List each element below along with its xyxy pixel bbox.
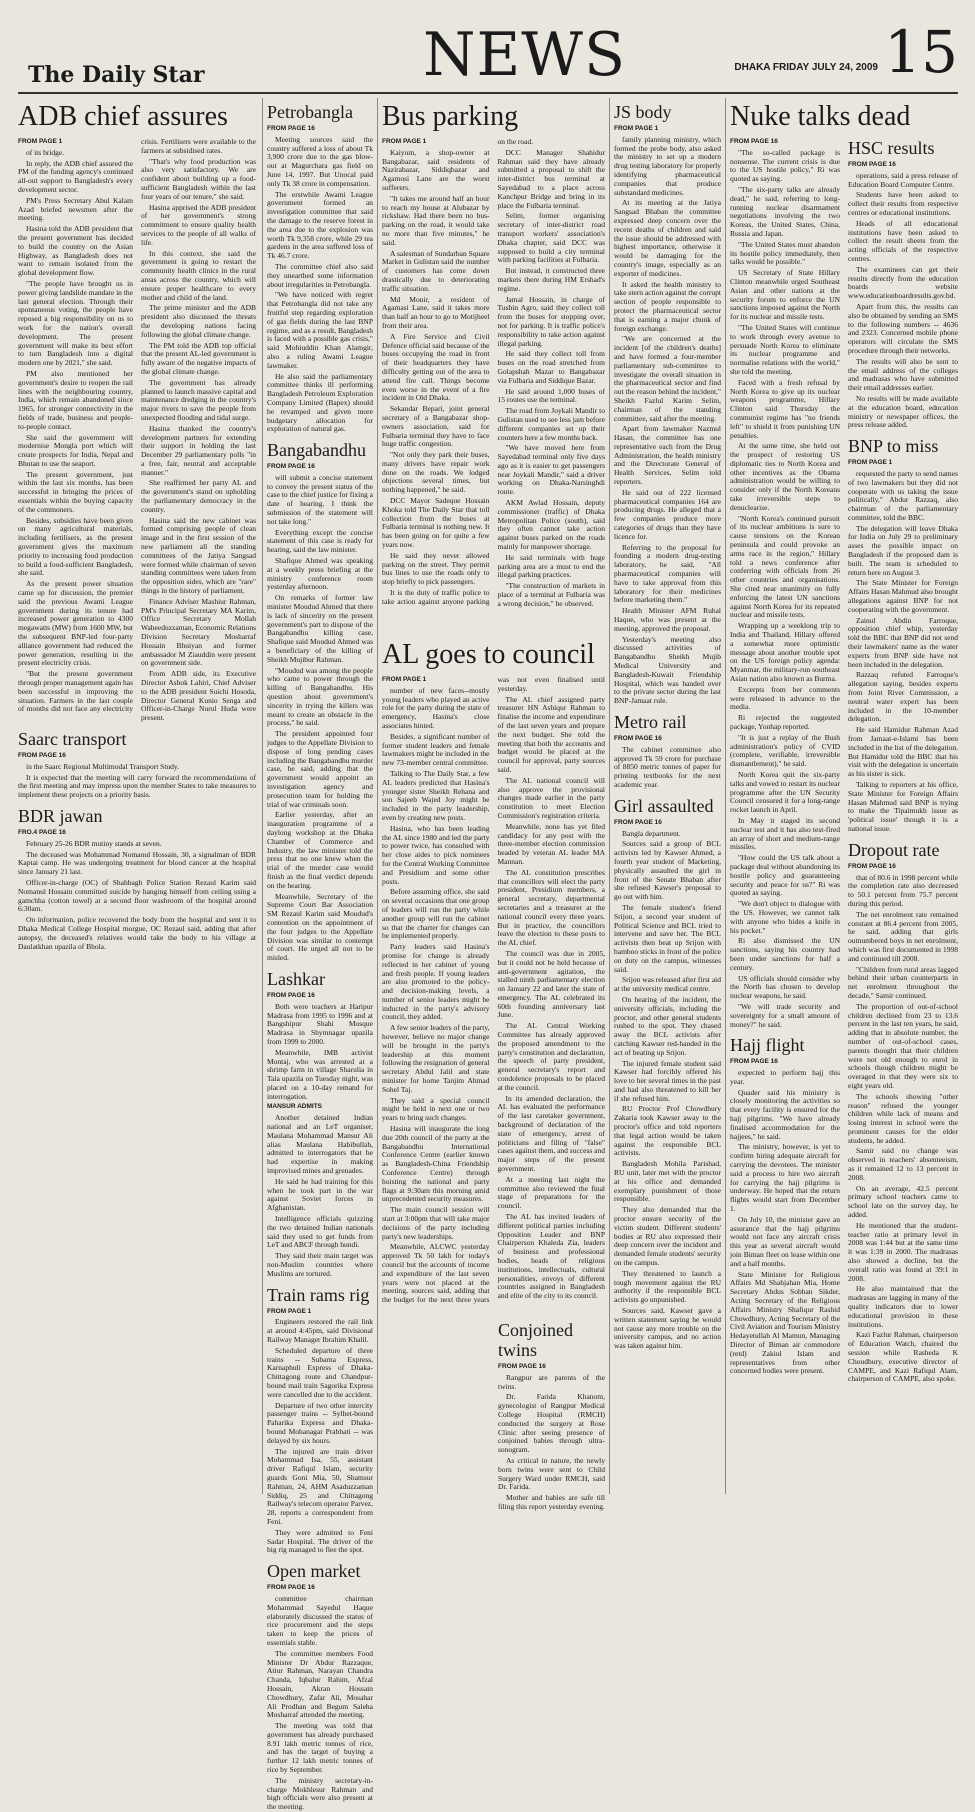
story-paragraph: will submit a concise statement to convey the present status of the case to the chief justice for fixing a date of hearing. I think the submission of the statement will not take long."	[267, 472, 373, 526]
story-paragraph: The State Minister for Foreign Affairs Hasan Mahmud also brought allegations against BNP for not cooperating with the government.	[848, 578, 958, 614]
column-bus-parking	[382, 102, 605, 630]
story-paragraph: Ri also dismissed the UN sanctions, saying his country had been under sanctions for half a century.	[730, 936, 840, 972]
headline-bdr: BDR jawan	[18, 805, 103, 826]
story-paragraph: Faced with a fresh refusal by North Korea to give up its nuclear weapons programme, Hillary Clinton said Thursday the communist regime has "no friends left" to shield it from punishing UN penalties.	[730, 377, 840, 440]
story-paragraph: North Korea quit the six-party talks and vowed to restart its nuclear programme after the UN Security Council censured it for a long-range rocket launch in April.	[730, 769, 840, 815]
story-paragraph: On information, police recovered the body from the hospital and sent it to Dhaka Medical College Hospital morgue, OC Rezaul said, adding that after autopsy, the deceased's relatives would take the body to his village at Daulatkhan upazila of Bhola.	[18, 915, 256, 951]
story-paragraph: Jamal Hossain, in charge of Tushin Agro, said they collect toll from the buses for stopping over, not for parking. It is traffic police's responsibility to take action against illegal parking.	[497, 294, 605, 348]
headline-train: Train rams rig	[267, 1284, 370, 1305]
story-paragraph: The ministry secretary-in-charge Mokhlesur Rahman and high officials were also present at the meeting.	[267, 1775, 373, 1812]
headline-hsc: HSC results	[848, 138, 935, 158]
story-paragraph: The present government, just within the last six months, has been successful in bringing the prices of essentials within the buying capacity of the commoners.	[18, 469, 133, 514]
story-paragraph: No results will be made available at the education board, education ministry or newspaper offices, the press release added.	[848, 393, 958, 430]
column-divider	[377, 98, 378, 1494]
story-paragraph: Meanwhile, Secretary of the Supreme Court Bar Association SM Rezaul Karim said Moudud's contention on the appointment of the four judges to the Appellate Division was similar to contempt of court. He urged all not to be misled.	[267, 891, 373, 963]
story-paragraph: Mother and babies are safe till filing this report yesterday evening.	[498, 1493, 605, 1511]
story-paragraph: The road from Joykali Mandir to Gulistan used to see less jam before different companies set up their counters here a few months back.	[497, 406, 605, 442]
story-paragraph: The ministry, however, is yet to confirm hiring adequate aircraft for carrying the devotees. The minister said a process to hire two aircraft for carrying the hajj pilgrims is underway. He hoped that the return flights would start from December 1.	[730, 1142, 840, 1214]
story-paragraph: Engineers restored the rail link at around 4:45pm, said Divisional Railway Manager Ibrahim Khalil.	[267, 1317, 373, 1345]
headline-lashkar: Lashkar	[267, 968, 325, 989]
story-paragraph: Besides, a significant number of former student leaders and female lawmakers might be included in the new 73-member central committee.	[382, 731, 490, 768]
kicker: FROM PAGE 1	[382, 138, 427, 145]
story-paragraph: On remarks of former law minister Moudud Ahmed that there is lack of sincerity on the present government's part to dispose of the Bangabandhu killing case, Shafique said Moudud Ahmed was a beneficiary of the killing of Sheikh Mujibur Rahman.	[267, 593, 373, 664]
kicker: FROM PAGE 16	[730, 1058, 778, 1066]
kicker: FROM PAGE 1	[18, 138, 63, 145]
story-paragraph: Zainul Abdin Farroque, opposition chief whip, yesterday told the BBC that BNP did not send their lawmakers' name as the water experts from BNP side have not been included in the delegation.	[848, 615, 958, 669]
story-paragraph: "We have noticed with regret that Petrobangla did not take any fruitful step regarding exploration of gas fields during the last BNP regime, and as a result, Bangladesh is faced with a possible gas crisis," said Mohiuddin Khan Alamgir, also a ruling Awami League lawmaker.	[267, 290, 374, 370]
story-paragraph: DCC Mayor Sadeque Hossain Khoka told The Daily Star that toll collection from the buses at Fulbaria terminal is nothing new. It has been going on for quite a few years now.	[382, 496, 490, 550]
story-paragraph: Selim, former organising secretary of inter-district road transport workers' association's Dhaka chapter, said DCC was supposed to build a city terminal with parking facilities at Fulbaria.	[497, 211, 605, 265]
story-al-body	[382, 676, 605, 1305]
story-paragraph: "Not only they park their buses, many drivers have repair work done on the roads. We lodged objections several times, but nothing happened," he said.	[382, 450, 490, 495]
kicker: FROM PAGE 16	[848, 862, 896, 870]
story-paragraph: Finance Adviser Mashiur Rahman, PM's Principal Secretary MA Karim, Office Secretary Mollah Waheeduzzaman, Economic Relations Division Secretary Mosharraf Hossain Bhuiyan and former ambassador M Ziauddin were present on government side.	[141, 596, 256, 668]
story-paragraph: Quader said his ministry is closely monitoring the activities so that every facility is ensured for the hajj pilgrims. "We have already finalised accommodation for the hajjees," he said.	[730, 1087, 840, 1141]
page-number: 15	[884, 18, 958, 86]
column-divider	[609, 98, 610, 1494]
story-paragraph: He said terminals with huge parking area are a must to end the illegal parking practices.	[497, 552, 605, 580]
story-paragraph: The AL has invited leaders of different political parties including Opposition Leader and BNP Chairperson Khaleda Zia, leaders of business and professional bodies, heads of religious institutions, intellectuals, cultural personalities, envoys of different countries assigned in Bangladesh and elite of the city to its council.	[497, 1212, 605, 1301]
story-paragraph: It is the duty of traffic police to take action against anyone parking on the road.	[382, 137, 534, 606]
story-paragraph: The results will also be sent to the email address of the colleges and madrasas who have submitted their email addresses earlier.	[848, 356, 958, 393]
story-paragraph: Meeting sources said the country suffered a loss of about Tk 3,900 crore due to the gas blow-out at Magurchara gas field on June 14, 1997. But Unocal paid only Tk 38 crore in compensation.	[267, 134, 373, 188]
story-paragraph: operations, said a press release of Education Board Computer Centre.	[848, 170, 958, 189]
headline-adb: ADB chief assures	[18, 101, 228, 132]
story-paragraph: Sekandar Bepari, joint general secretary of a Bangabazar shop-owners association, said for Fulbaria terminal they have to face huge traffic congestion.	[382, 404, 490, 449]
kicker: FROM PAGE 16	[267, 1584, 315, 1592]
story-paragraph: But instead, it constructed three markets there during HM Ershad's regime.	[497, 266, 605, 293]
story-paragraph: The president appointed four judges to the Appellate Division to dispose of long pending cases including the Bangabandhu murder case, he said, adding that the government would appoint an investigation agency and prosecution team for holding the trial of war criminals soon.	[267, 729, 374, 809]
story-nuke-body	[730, 138, 958, 1384]
story-paragraph: Besides, subsidies have been given on many agricultural materials, including fertilisers, as the present government gives the maximum priority to increasing food production to build a food-sufficient Bangladesh, she said.	[18, 515, 133, 578]
headline-girl-assaulted: Girl assaulted	[614, 795, 714, 816]
headline-saarc: Saarc transport	[18, 729, 127, 749]
story-paragraph: In reply, the ADB chief assured the PM of the funding agency's continued all-out support to Bangladesh's every development sector.	[18, 158, 133, 194]
story-adb-body	[18, 138, 256, 723]
story-paragraph: He said they never allowed parking on the street. They permit bus lines to use the roads only to stop briefly to pick passengers.	[382, 550, 490, 587]
story-paragraph: The proportion of out-of-school children declined from 23 to 13.6 percent in the last ten years, he said, adding that in absolute number, the number of out-of-school cases, parents thought that their children were not old enough to enrol in schools though children might be overaged in that they were six to eight years old.	[848, 1001, 958, 1090]
story-paragraph: State Minister for Religious Affairs Md Shahjahan Mia, Home Secretary Abdus Sobhan Sikder, Acting Secretary of the Religious Affairs Ministry Shafiqur Rashid Chowdhury, Acting Secretary of the Civil Aviation and Tourism Ministry Hedayetullah Al Mamun, Managing Director of Biman air commodore (retd) Zakiul Islam and representatives from other concerned bodies were present.	[730, 1269, 840, 1376]
story-paragraph: Samir said no change was observed in teachers' absenteeism, as it remained 12 to 13 percent in 2008.	[848, 1146, 958, 1182]
story-paragraph: The committee members Food Minister Dr Abdur Razzaque, Atiur Rahman, Narayan Chandra Chanda, Iqbalur Rahim, Afzal Hossain, Akran Hossain Chowdhury, Zafar Ali, Mosahar Ali Prodhan and Begum Saleha Mosharraf attended the meeting.	[267, 1648, 373, 1720]
story-paragraph: He said out of 222 licensed pharmaceutical companies 164 are producing drugs. He alleged that a few companies produce more categories of drugs than they have licence for.	[614, 487, 721, 541]
story-paragraph: US officials should consider why the North has chosen to develop nuclear weapons, he said.	[730, 973, 840, 1001]
story-paragraph: "Moudud was among the people who came to power through the killing of Bangabandhu. His question about government's sincerity in trying the killers was meant to create an obstacle in the process," he said.	[267, 665, 373, 728]
story-paragraph: committee chairman Mohammad Sayedul Haque elaborately discussed the status of rice procurement and the steps taken to keep the prices of essentials stable.	[267, 1593, 373, 1647]
kicker: FROM PAGE 16	[848, 161, 896, 168]
story-paragraph: On hearing of the incident, the university officials, including the proctor, and other general students rushed to the spot. They chased away the BCL activists after catching Kawser red-handed in the act of beating up Srijon.	[614, 994, 721, 1057]
story-paragraph: She reaffirmed her party AL and the government's stand on upholding the parliamentary democracy in the country.	[141, 478, 256, 514]
story-paragraph: DCC Manager Shahidur Rahman said they have already submitted a proposal to shift the inter-district bus terminal at Sayedabad to a place across Kanchpur Bridge and bring in its place the Fulbaria terminal.	[497, 147, 605, 210]
story-paragraph: Razzaq refuted Farroque's allegation saying, besides experts from Joint River Commission, a neutral water expert has been included in the 10-member delegation.	[848, 670, 958, 724]
story-paragraph: They said their main target was non-Muslim countries where Muslims are tortured.	[267, 1251, 373, 1278]
story-paragraph: Excerpts from her comments were released in advance to the media.	[730, 684, 840, 712]
story-paragraph: They were admitted to Feni Sadar Hospital. The driver of the big rig managed to flee the spot.	[267, 1527, 373, 1555]
story-paragraph: Departure of two other intercity passenger trains -- Sylhet-bound Paharika Express and Dhaka-bound Mohanagar Prabhati -- was delayed by six hours.	[267, 1400, 373, 1445]
story-paragraph: Earlier yesterday, after an inauguration programme of a daylong workshop at the Dhaka Chamber of Commerce and Industry, the law minister told the press that no one knew when the trial of the murder case would finish as the final verdict depends on the hearing.	[267, 810, 373, 890]
headline-js-body: JS body	[614, 102, 672, 122]
column-js-body	[614, 102, 721, 1492]
headline-petrobangla: Petrobangla	[267, 102, 353, 122]
story-paragraph: In this context, she said the government is going to restart the community health clinics in the rural areas across the country, which will ensure proper healthcare to every mother and child of the land.	[141, 248, 256, 302]
story-paragraph: They threatened to launch a tough movement against the RU authority if the responsible BCL activists go unpunished.	[614, 1268, 721, 1305]
story-paragraph: "The construction of markets in place of a terminal at Fulbaria was a wrong decision," he observed.	[497, 581, 605, 608]
story-paragraph: Hasina thanked the country's development partners for extending their support in holding the last December 29 parliamentary polls "in a free, fair, neutral and acceptable manner."	[141, 423, 256, 477]
story-paragraph: number of new faces--mostly young leaders who played an active role for the party during the state of emergency, Hasina's close associates hinted.	[382, 685, 490, 730]
story-paragraph: Party leaders said Hasina's promise for change is already reflected in her cabinet of young and fresh people. If young leaders are also promoted to the policy- and decision-making levels, a number of senior leaders might be inducted in the party's advisory council, they added.	[382, 942, 490, 1022]
headline-conjoined: Conjoined twins	[498, 1320, 573, 1360]
story-paragraph: Hasina said the new cabinet was formed comprising people of clean image and in the first session of the new parliament all the standing committees of the Jatiya Sangsad were formed while chairman of seven standing committees were taken from the opposition sides, which are "rare" things in the history of parliament.	[141, 515, 256, 596]
story-paragraph: "We don't object to dialogue with the US. However, we cannot talk with anyone who hides a knife in his pocket."	[730, 899, 840, 935]
story-paragraph: The PM told the ADB top official that the present AL-led government is fully aware of the negative impacts of the global climate change.	[141, 340, 256, 376]
story-paragraph: At the same time, she held out the prospect of restoring US diplomatic ties to North Korea and other incentives as the Obama administration would be willing to consider only if the North Koreans take irreversible steps to denuclearise.	[730, 441, 840, 512]
story-paragraph: Officer-in-charge (OC) of Shahbagh Police Station Rezaul Karim said Nomanul Hossain committed suicide by hanging himself from ceiling using a gamchha (cotton towel) at a second floor washroom of the hospital around 6:30am.	[18, 877, 256, 914]
story-paragraph: "The six-party talks are already dead," he said, referring to long-running nuclear disarmament negotiations involving the two Koreas, the United States, China, Russia and Japan.	[730, 184, 840, 238]
story-paragraph: Referring to the proposal for founding a modern drug-testing laboratory, he said, "All pharmaceutical companies will have to take approval from this laboratory for their medicines before marketing them."	[614, 542, 721, 605]
story-paragraph: Kaiyum, a shop-owner at Bangabazar, said residents of Nazirabazar, Siddiqbazar and Agamosi Lane are the worst sufferers.	[382, 147, 490, 192]
kicker: FROM PAGE 16	[267, 125, 315, 132]
story-paragraph: He said around 1,000 buses of 15 routes use the terminal.	[497, 386, 605, 405]
column-three	[267, 102, 374, 1812]
story-paragraph: Bangla department.	[622, 828, 681, 838]
story-paragraph: The AL chief assigned party treasurer HN Ashiqur Rahman to finalise the income and expenditure of the last seven years and prepare the next budget. She told the meeting that both the accounts and budget would be placed at the council for approval, party sources said.	[497, 694, 605, 774]
story-paragraph: The cabinet committee also approved Tk 59 crore for purchase of 8850 metric tonnes of paper for printing textbooks for the next academic year.	[614, 744, 721, 789]
story-paragraph: "The United States must abandon its hostile policy immediately, then talks would be possible."	[730, 239, 840, 267]
story-paragraph: Wrapping up a weeklong trip to India and Thailand, Hillary offered a somewhat more optimistic message about another trouble spot on the US foreign policy agenda: Myanmar, the military-run southeast Asian nation also known as Burma.	[730, 621, 840, 684]
story-paragraph: Kazi Fazlur Rahman, chairperson of Education Watch, chaired the session while Rasheda K Choudhury, executive director of CAMPE, and Kazi Rafiqul Alam, chairperson of CAMPE, also spoke.	[848, 1330, 958, 1384]
headline-metro-rail: Metro rail	[614, 712, 687, 732]
column-conjoined	[498, 1320, 605, 1511]
dateline: DHAKA FRIDAY JULY 24, 2009	[734, 62, 878, 73]
kicker: FROM PAGE 16	[267, 991, 315, 999]
story-paragraph: Md Monir, a resident of Agamasi Lane, said it takes more than half an hour to go to Motijheel from their area.	[382, 294, 490, 330]
story-paragraph: PM also mentioned her government's desire to reopen the rail lines with the neighbouring country, India, which remain abandoned since 1965, for stronger connectivity in the fields of trade, business and people-to-people contact.	[18, 368, 133, 431]
story-paragraph: "It takes me around half an hour to reach my house at Alubazar by rickshaw. Had there been no bus-parking on the road, it would take no more than five minutes," he said.	[382, 193, 490, 247]
story-paragraph: At its meeting at the Jatiya Sangsad Bhaban the committee expressed deep concern over the recent deaths of children and said the issue should be addressed with highest importance, otherwise it would be damaging for the country's image, especially as an exporter of medicines.	[614, 198, 721, 278]
story-paragraph: US Secretary of State Hillary Clinton meanwhile urged Southeast Asian and other nations at the security forum to enforce the UN sanctions imposed against the North for its nuclear and missile tests.	[730, 268, 840, 322]
kicker: FROM PAGE 16	[614, 735, 662, 742]
story-paragraph: Heads of all educational institutions have been asked to collect the result sheets from the acting officials of the respective centres.	[848, 218, 958, 263]
story-paragraph: AKM Awlad Hossain, deputy commissioner (traffic) of Dhaka Metropolitan Police (south), said they often cannot take action against buses parked on the roads mainly for manpower shortage.	[497, 498, 605, 552]
story-paragraph: Apart from this, the results can also be obtained by sending an SMS to the following numbers -- 4636 and 2323. Concerned mobile phone operators will circulate the SMS procedure through their networks.	[848, 301, 958, 355]
headline-nuke: Nuke talks dead	[730, 101, 911, 132]
story-paragraph: The erstwhile Awami League government formed an investigation committee that said the damage to the reserve forest in the area due to the explosion was worth Tk 9,358 crore, while 29 tea gardens in the area suffered loss of Tk 46.7 crore.	[267, 189, 373, 261]
story-paragraph: "The people have brought us in power giving landslide mandate in the last general election. Through their spontaneous voting, the people have reposed a big responsibility on us to work for the nation's overall development. The present government will make its best effort to turn Bangladesh into a digital modern one by 2021," she said.	[18, 278, 133, 368]
story-paragraph: The AL national council will also approve the provisional changes made earlier in the party constitution to meet Election Commission's registration criteria.	[497, 775, 605, 820]
story-paragraph: The AL Central Working Committee has already approved the proposed amendment to the party's constitution and declaration, the speech of party president, general secretary's report and condolence proposals to be placed at the council.	[497, 1021, 605, 1092]
story-paragraph: At a meeting last night the committee also reviewed the final stage of preparations for the council.	[497, 1174, 605, 1211]
story-paragraph: Yesterday's meeting also discussed activities of Bangabandhu Sheikh Mujib Medical University and Bangladesh-Kuwait Friendship Hospital, which was handed over to the private sector during the last BNP-Jamaat rule.	[614, 634, 721, 706]
story-paragraph: "But the present government through proper management again has been successful in improving the situation. Farmers in the last couple of months did not face any electricity crisis. Fertilisers were available to the farmers at subsidised rates.	[18, 137, 256, 714]
headline-dropout: Dropout rate	[848, 839, 940, 860]
story-paragraph: The schools showing "other reason" refused the younger children while lack of means and losing interest in school were the prominent causes for the elder students, he added.	[848, 1091, 958, 1145]
masthead	[18, 18, 958, 110]
story-paragraph: that of 80.6 in 1998 percent while the completion rate also decreased to 50.1 percent from 75.7 percent during this period.	[848, 872, 958, 908]
brand-logo: The Daily Star	[28, 62, 205, 88]
story-paragraph: requested the party to send names of two lawmakers but they did not cooperate with us taking the issue politically," Abdur Razzaq, also chairman of the parliamentary committee, told the BBC.	[848, 468, 958, 522]
story-paragraph: On July 10, the minister gave an assurance that the hajj pilgrims would not face any aircraft crisis this year as several aircraft would join Biman fleet on lease within one and a half months.	[730, 1214, 840, 1268]
story-paragraph: In its amended declaration, the AL has evaluated the performance of the last caretaker government, background of declaration of the state of emergency, arrest of politicians and filing of "false" cases against them, and success and major steps of the present government.	[497, 1093, 605, 1174]
story-paragraph: "We have moved here from Sayedabad terminal only five days ago as it is easier to get passengers near Joykali Mandir," said a driver working on Dhaka-Narsinghdi route.	[497, 443, 605, 497]
story-paragraph: Ri rejected the suggested package, Yonhap reported.	[730, 713, 840, 731]
story-paragraph: The meeting was told that government has already purchased 8.91 lakh metric tonnes of rice, and has the target of buying a further 12 lakh metric tonnes of rice by September.	[267, 1721, 373, 1775]
section-title: NEWS	[423, 20, 627, 90]
column-divider	[725, 98, 726, 1494]
story-paragraph: in the Saarc Regional Multimodal Transport Study.	[26, 761, 180, 771]
story-paragraph: The council was due in 2005, but it could not be held because of anti-government agitation, the stalled ninth parliamentary election on January 22 and later the state of emergency. The AL celebrated its 60th founding anniversary last June.	[497, 948, 605, 1020]
story-paragraph: Hasina told the ADB president that the present government has decided to build the country on the Asian Highway, as Bangladesh does not want to remain isolated from the global development flow.	[18, 224, 133, 278]
story-paragraph: Hasina apprised the ADB president of her government's strong commitment to ensure quality health services to the people of all walks of life.	[141, 202, 256, 247]
story-paragraph: Rangpur are parents of the twins.	[498, 1372, 605, 1391]
headline-bnp: BNP to miss	[848, 436, 939, 457]
story-paragraph: "The United States will continue to work through every avenue to persuade North Korea to eliminate its nuclear programme and normalise relations with the world," she told the meeting.	[730, 322, 840, 376]
kicker: FROM PAGE 16	[614, 818, 662, 826]
story-paragraph: The main council session will start at 3:00pm that will take major decisions of the party including party's new leaderships.	[382, 1205, 490, 1241]
masthead-rule	[18, 92, 958, 94]
story-paragraph: She said the government will modernise Mongla port which will create prospects for India, Nepal and Bhutan to use the seaport.	[18, 432, 133, 468]
story-paragraph: The committee chief also said they unearthed some information about irregularities in Petrobangla.	[267, 261, 373, 289]
story-paragraph: The examinees can get their results directly from the education boards website www.educationboardresults.gov.bd.	[848, 264, 958, 301]
story-paragraph: He said they collect toll from buses on the road stretched from Golapshah Mazar to Bangabazar via Fulbaria and Siddique Bazar.	[497, 349, 605, 385]
story-paragraph: From ADB side, its Executive Director Ashok Lahiri, Chief Adviser to the ADB president Suichi Hosoda, Director General Kunio Senga and Officer-in-Charge Nurul Huda were present.	[141, 669, 256, 723]
story-paragraph: Health Minister AFM Ruhal Haque, who was present at the meeting, approved the proposal.	[614, 606, 721, 633]
story-paragraph: Hasina will inaugurate the long due 20th council of the party at the Bangabandhu International Conference Centre (earlier known as Bangladesh-China Friendship Conference Centre) through hoisting the national and party flags at 9:30am this morning amid unprecedented security measures.	[382, 1124, 490, 1204]
story-paragraph: Srijon was released after first aid at the university medical centre.	[614, 975, 721, 994]
story-paragraph: The prime minister and the ADB president also discussed the threats the developing nations facing following the global climate change.	[141, 303, 256, 339]
headline-bangabandhu: Bangabandhu	[267, 440, 366, 461]
story-paragraph: In May it staged its second nuclear test and it has also test-fired an array of short and medium-range missiles.	[730, 815, 840, 852]
story-paragraph: Talking to The Daily Star, a few AL leaders predicted that Hasina's younger sister Sheikh Rehana and son Sajeeb Wajed Joy might be included in the party leadership, even by creating new posts.	[382, 768, 490, 822]
story-paragraph: of its bridge.	[26, 147, 65, 157]
story-paragraph: The injured are train driver Mohammad Isa, 55, assistant driver Rafiqul Islam, security guards Goni Mia, 50, Shamsur Rahman, 24, AHM Asaduzzaman Siddiq, 25 and Chittagong Railway's telecom operator Parvez, 28, reports a correspondent from Feni.	[267, 1446, 373, 1526]
story-paragraph: RU Proctor Prof Chowdhury Zakaria took Kawser away to the proctor's office and told reporters that legal action would be taken against the responsible BCL activists.	[614, 1104, 721, 1158]
headline-hajj: Hajj flight	[730, 1035, 805, 1056]
column-nuke	[730, 102, 958, 1492]
story-paragraph: "How could the US talk about a package deal without abandoning its hostile policy and guaranteeing security and peace for us?" Ri was quoted as saying.	[730, 853, 840, 898]
story-paragraph: As the present power situation came up for discussion, the premier said the previous Awami League government during its tenure had increased power generation to 4300 megawatts (MW) from 1600 MW, but the subsequent BNP-led four-party alliance government had reduced the power generation, resulting in the present electricity crisis.	[18, 579, 133, 668]
story-paragraph: He also said the parliamentary committee thinks ill performing Bangladesh Petroleum Exploration Company Limited (Bapex) should be revamped and given more budgetary allocation for exploration of natural gas.	[267, 371, 373, 434]
story-paragraph: Scheduled departure of three trains -- Subarna Express, Karnaphuli Express of Dhaka-Chittagong route and Chandpur-bound mail train Sagorika Express were cancelled due to the accident.	[267, 1345, 373, 1399]
story-paragraph: Intelligence officials quizzing the two detained Indian nationals said they used to get funds from LeT and ABCF through hundi.	[267, 1214, 373, 1250]
story-paragraph: "It is just a replay of the Bush administration's policy of CVID (complete, verifiable, irreversible dismantlement)," he said.	[730, 732, 840, 769]
story-paragraph: Sources said, Kawser gave a written statement saying he would not cause any more trouble on the university campus, and no action was taken against him.	[614, 1306, 721, 1351]
story-paragraph: Meanwhile, IMB activist Montaj, who was arrested at a shrimp farm in village Sharulia in Tala upazila on Tuesday night, was placed on a 10-day remand for interrogation.	[267, 1047, 373, 1101]
story-paragraph: A few senior leaders of the party, however, believe no major change will be brought in the party's leadership at this moment following the resignation of general secretary Abdul Jalil and state minister for home Tanjim Ahmad Sohel Taj.	[382, 1023, 490, 1094]
story-paragraph: The government has already planned to launch massive capital and maintenance dredging in the country's major rivers to save the people from unexpected flooding and tidal surge.	[141, 377, 256, 422]
story-paragraph: Meanwhile, none has yet filed candidacy for any post with the three-member election commission headed by veteran AL leader MA Mannan.	[497, 821, 605, 866]
column-adb	[18, 102, 256, 1492]
story-paragraph: He mentioned that the student-teacher ratio at primary level in 2008 was 1:44 but at the same time it was 1:39 in 2000. The madrasas also showed a decline, but the overall ratio was found at 39:1 in 2008.	[848, 1220, 958, 1283]
story-bus-body	[382, 138, 605, 609]
story-paragraph: He said he had training for this when he took part in the war against Soviet forces in Afghanistan.	[267, 1176, 373, 1213]
story-paragraph: Apart from lawmaker Nazmul Hasan, the committee has one representative each from the Drug Administration, the health ministry and the Directorate General of Health Services, Selim told reporters.	[614, 424, 721, 487]
story-paragraph: A Fire Service and Civil Defence official said because of the buses occupying the road in front of their headquarters they have difficulty getting out of the area to attend fire call. Things become even worse in the event of a fire incident in Old Dhaka.	[382, 331, 490, 403]
story-paragraph: It is expected that the meeting will carry forward the recommendations of the first meeting and may impress upon the member States to take measures to implement these projects on a priority basis.	[18, 772, 256, 800]
subhead: MANSUR ADMITS	[267, 1103, 323, 1111]
story-paragraph: He said Hamidur Rahman Azad from Jamaat-e-Islami has been included in the list of the delegation. But Hamidur told the BBC that his visit with the delegation is uncertain as his sister is sick.	[848, 725, 958, 779]
kicker: FROM PAGE 16	[18, 752, 66, 759]
story-paragraph: He also maintained that the madrasas are lagging in many of the quality indicators due to lower educational provision in these institutions.	[848, 1284, 958, 1329]
story-paragraph: The delegation will leave Dhaka for India on July 29 to preliminary asses the possible impact on Bangladesh if the proposed dam is built. The team is scheduled to return here on August 3.	[848, 523, 958, 577]
kicker: FROM PAGE 16	[498, 1363, 546, 1370]
story-paragraph: It asked the health ministry to take stern action against the corrupt section of people responsible to protect the pharmaceutical sector that is earning a major chunk of foreign exchange.	[614, 279, 721, 333]
story-paragraph: February 25-26 BDR mutiny stands at seven.	[26, 838, 162, 848]
story-paragraph: Dr. Farida Khanom, gynecologist of Rangpur Medical College Hospital (RMCH) conducted the surgery at Rose Clinic after seeing presence of conjoined babies through ultra-sonogram.	[498, 1392, 605, 1455]
story-paragraph: The AL constitution prescribes that councillors will elect the party president, Presidium members, a general secretary, departmental secretaries and a treasurer at the national council every three years. But in practice, the councillors leave the election to these posts to the AL chief.	[497, 867, 605, 948]
kicker: FROM PAGE 1	[614, 125, 659, 132]
story-paragraph: The female student's friend Srijon, a second year student of Political Science and BCL tried to intervene and save her. The BCL activists then beat up Srijon with bamboo sticks in front of the police on duty on the campus, witnesses said.	[614, 902, 721, 974]
story-paragraph: Sources said a group of BCL activists led by Kawser Ahmed, a fourth year student of Marketing, physically assaulted the girl in front of the Senate Bhaban after she refused Kawser's proposal to go out with him.	[614, 839, 721, 902]
story-paragraph: The deceased was Mohammad Nomanul Hossain, 30, a signalman of BDR Kaptai camp. He was undergoing treatment for blood cancer at the hospital since January 21 last.	[18, 849, 256, 877]
story-paragraph: Before assuming office, she said on several occasions that one group of leaders will run the party while another group will run the cabinet so that the charter for changes can be implemented properly.	[382, 887, 490, 941]
kicker: FROM PAGE 1	[382, 676, 427, 683]
story-paragraph: PM's Press Secretary Abul Kalam Azad briefed newsmen after the meeting.	[18, 195, 133, 223]
story-paragraph: On an average, 42.5 percent primary school teachers came to school late on the survey day, he added.	[848, 1183, 958, 1220]
story-paragraph: "North Korea's continued pursuit of its nuclear ambitions is sure to cause tensions on the Korean peninsula and could provoke an arms race in the region," Hillary told a news conference after conferring with officials from 26 other countries and organisations. She cited near unanimity on fully enforcing the latest UN sanctions against North Korea for its repeated nuclear and missile tests.	[730, 513, 840, 620]
story-paragraph: Talking to reporters at his office, State Minister for Foreign Affairs Hasan Mahmud said BNP is trying to make the Tipaimukh issue as 'political issue' though it is a national issue.	[848, 780, 958, 833]
story-paragraph: "The so-called package is nonsense. The current crisis is due to the US hostile policy," Ri was quoted as saying.	[730, 147, 840, 184]
headline-bus-parking: Bus parking	[382, 101, 519, 132]
story-paragraph: Everything except the concise statement of this case is ready for hearing, said the law minister.	[267, 527, 373, 555]
story-paragraph: Both were teachers at Haripur Madrasa from 1995 to 1996 and at Bangshipur Shahi Mosque Madrasa in Shymnagar upazila from 1999 to 2000.	[267, 1001, 373, 1046]
story-paragraph: "We will trade security and sovereignty for a small amount of money?" he said.	[730, 1001, 840, 1029]
kicker: FROM PAGE 1	[267, 1307, 312, 1315]
story-paragraph: The net enrolment rate remained constant at 86.4 percent from 2005, he said, adding that girls outnumbered boys in net enrolment, which was first documented in 1998 and continued till 2008.	[848, 909, 958, 963]
story-paragraph: Hasina, who has been leading the AL since 1980 and led the party to power twice, has consulted with her close aides to pick nominees for the Central Working Committee and Presidium and some other posts.	[382, 823, 490, 886]
story-paragraph: Meanwhile, ALCWC yesterday approved Tk 50 lakh for today's council but the accounts of income and expenditure of the last seven years were not placed at the meeting, sources said, adding that the budget for the next three years was not even finalised until yesterday.	[382, 675, 605, 1305]
story-paragraph: "That's why food production was also very satisfactory. We are confident about building up a food-sufficient Bangladesh within the last four years of our tenure," she said.	[141, 156, 256, 201]
story-paragraph: "We are concerned at the incident [of the children's deaths] and have formed a four-member parliamentary sub-committee to investigate the overall situation in the pharmaceutical sector and find out the reason behind the incident," Sheikh Fazlul Karim Selim, chairman of the standing committee, said after the meeting.	[614, 334, 721, 423]
kicker: FRO.4 PAGE 16	[18, 828, 66, 836]
story-paragraph: The injured female student said Kawser had forcibly offered his love to her several times in the past and had also threatened to kill her if she refused him.	[614, 1058, 721, 1103]
kicker: FROM PAGE 16	[730, 138, 778, 145]
story-paragraph: Students have been asked to collect their results from respective centres or educational institutions.	[848, 190, 958, 217]
story-paragraph: "Children from rural areas lagged behind their urban counterparts in net enrolment throughout the decade," Samir continued.	[848, 964, 958, 1000]
story-paragraph: They said a special council might be held in next one or two years to bring such changes.	[382, 1095, 490, 1123]
story-paragraph: Bangladesh Mohila Parishad, RU unit, later met with the proctor at his office and demanded exemplary punishment of those responsible.	[614, 1159, 721, 1204]
story-paragraph: expected to perform hajj this year.	[730, 1068, 840, 1086]
story-paragraph: Another detained Indian national and an LeT organiser, Maulana Mohammad Mansur Ali alias Maulana Habibullah, admitted to interrogators that he had expertise in making improvised mines and grenades.	[267, 1113, 373, 1176]
story-paragraph: A salesman of Sundarban Square Market in Gulistan said the number of customers has come down drastically due to deteriorating traffic situation.	[382, 248, 490, 293]
kicker: FROM PAGE 1	[848, 459, 893, 467]
story-paragraph: As critical in nature, the newly born twins were sent to Child Surgery Ward under RMCH, said Dr. Farida.	[498, 1455, 605, 1492]
story-paragraph: family planning ministry, which formed the probe body, also asked the ministry to set up a modern drug testing laboratory for properly identifying pharmaceutical companies that produce substandard medicines.	[614, 134, 721, 197]
column-divider	[262, 98, 263, 1494]
story-paragraph: They also demanded that the proctor ensure security of the victim student. Different students' bodies at RU also expressed their deep concern over the incident and demanded female students' security on the campus.	[614, 1205, 721, 1268]
kicker: FROM PAGE 16	[267, 463, 315, 471]
headline-open-market: Open market	[267, 1561, 361, 1582]
headline-al-council: AL goes to council	[382, 639, 595, 670]
story-paragraph: Shafique Ahmed was speaking at a weekly press briefing at the ministry conference room yesterday afternoon.	[267, 556, 373, 592]
